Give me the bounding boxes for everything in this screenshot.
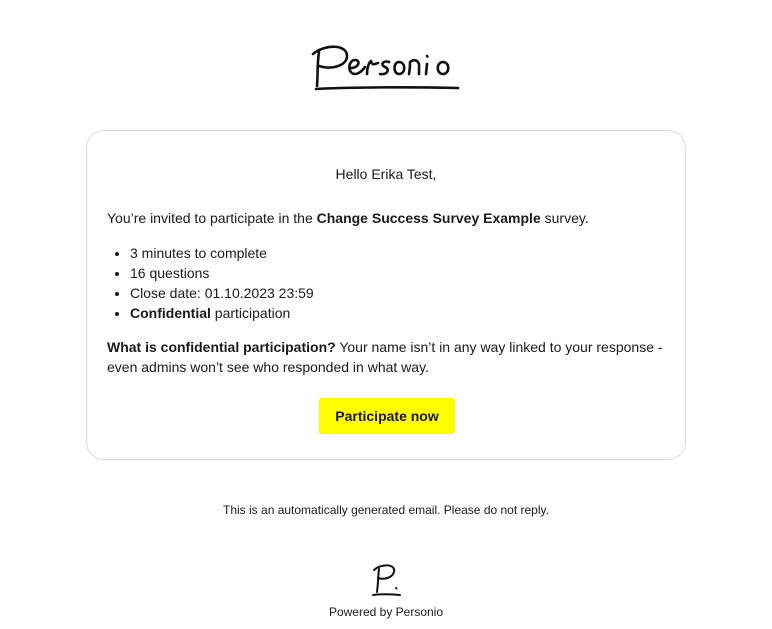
- list-item: • Confidential participation: [130, 303, 314, 323]
- greeting: Hello Erika Test,: [335, 166, 437, 182]
- invitation-card: [86, 130, 686, 460]
- personio-monogram-icon: [370, 561, 404, 597]
- list-item: • 3 minutes to complete: [130, 243, 314, 263]
- powered-by: Powered by Personio: [328, 605, 444, 619]
- invitation-text: [107, 209, 665, 227]
- confidential-explanation: [107, 337, 663, 377]
- auto-generated-notice: This is an automatically generated email. Please do not reply.: [223, 503, 549, 517]
- explain-body: Your name isn’t in any way linked to your response - even admins won’t see who responded in what way.: [107, 339, 663, 375]
- personio-logo: [311, 42, 463, 92]
- survey-details-list: [107, 243, 314, 323]
- intro-suffix: survey.: [540, 210, 589, 226]
- survey-name: Change Success Survey Example: [316, 210, 541, 226]
- confidential-label: Confidential: [130, 305, 211, 321]
- explain-heading: What is confidential participation?: [107, 339, 336, 355]
- participate-now-button[interactable]: Participate now: [319, 398, 455, 434]
- list-item: • 16 questions: [130, 263, 314, 283]
- intro-prefix: You’re invited to participate in the: [107, 210, 317, 226]
- list-item: • Close date: 01.10.2023 23:59: [130, 283, 314, 303]
